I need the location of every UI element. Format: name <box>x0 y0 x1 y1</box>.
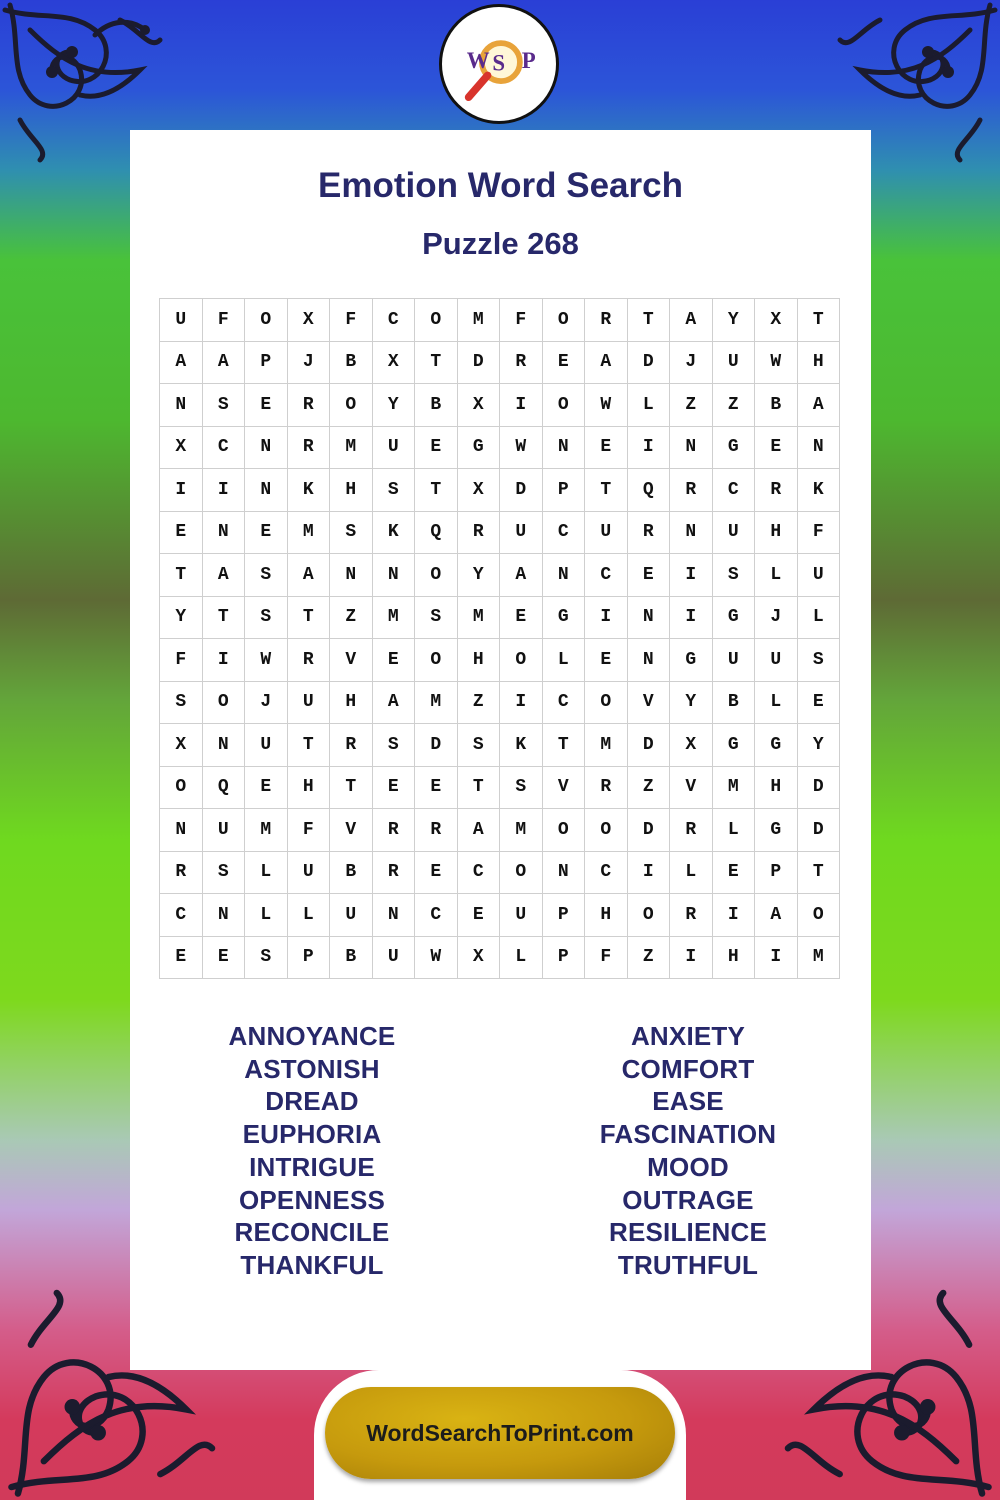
grid-cell[interactable]: K <box>798 469 841 512</box>
grid-cell[interactable]: U <box>330 894 373 937</box>
logo-letter: W <box>466 47 490 73</box>
word-list-left <box>162 1020 462 1282</box>
puzzle-panel <box>130 130 871 1370</box>
grid-cell[interactable]: I <box>670 597 713 640</box>
grid-cell[interactable]: H <box>798 342 841 385</box>
grid-cell[interactable]: R <box>670 894 713 937</box>
grid-cell[interactable]: H <box>585 894 628 937</box>
grid-cell[interactable]: X <box>160 427 203 470</box>
grid-cell[interactable]: M <box>330 427 373 470</box>
grid-cell[interactable]: Z <box>713 384 756 427</box>
grid-cell[interactable]: P <box>245 342 288 385</box>
grid-cell[interactable]: T <box>628 299 671 342</box>
grid-cell[interactable]: I <box>500 384 543 427</box>
grid-cell[interactable]: G <box>755 809 798 852</box>
grid-cell[interactable]: A <box>203 554 246 597</box>
grid-cell[interactable]: E <box>373 639 416 682</box>
grid-cell[interactable]: U <box>755 639 798 682</box>
grid-cell[interactable]: V <box>330 809 373 852</box>
grid-cell[interactable]: Z <box>628 937 671 980</box>
grid-cell[interactable]: N <box>628 639 671 682</box>
grid-cell[interactable]: W <box>500 427 543 470</box>
grid-cell[interactable]: Z <box>330 597 373 640</box>
grid-cell[interactable]: J <box>755 597 798 640</box>
grid-cell[interactable]: Z <box>458 682 501 725</box>
grid-cell[interactable]: S <box>415 597 458 640</box>
grid-cell[interactable]: H <box>330 682 373 725</box>
grid-cell[interactable]: Y <box>458 554 501 597</box>
grid-cell[interactable]: U <box>585 512 628 555</box>
grid-cell[interactable]: O <box>415 299 458 342</box>
grid-cell[interactable]: E <box>628 554 671 597</box>
grid-cell[interactable]: X <box>373 342 416 385</box>
grid-cell[interactable]: M <box>798 937 841 980</box>
grid-cell[interactable]: P <box>543 469 586 512</box>
grid-cell[interactable]: O <box>543 299 586 342</box>
grid-cell[interactable]: E <box>585 427 628 470</box>
grid-cell[interactable]: D <box>798 809 841 852</box>
grid-cell[interactable]: A <box>585 342 628 385</box>
grid-cell[interactable]: S <box>373 724 416 767</box>
grid-cell[interactable]: L <box>755 682 798 725</box>
site-logo[interactable] <box>439 4 559 124</box>
grid-cell[interactable]: I <box>585 597 628 640</box>
grid-cell[interactable]: X <box>458 384 501 427</box>
grid-cell[interactable]: F <box>585 937 628 980</box>
grid-cell[interactable]: O <box>330 384 373 427</box>
grid-cell[interactable]: M <box>713 767 756 810</box>
grid-cell[interactable]: R <box>458 512 501 555</box>
grid-cell[interactable]: P <box>755 852 798 895</box>
grid-cell[interactable]: M <box>245 809 288 852</box>
grid-cell[interactable]: U <box>713 342 756 385</box>
grid-cell[interactable]: E <box>245 384 288 427</box>
grid-cell[interactable]: U <box>288 682 331 725</box>
grid-cell[interactable]: O <box>585 809 628 852</box>
magnifier-logo-icon <box>442 7 556 121</box>
grid-cell[interactable]: R <box>670 469 713 512</box>
grid-cell[interactable]: R <box>330 724 373 767</box>
grid-cell[interactable]: A <box>458 809 501 852</box>
grid-cell[interactable]: O <box>415 639 458 682</box>
grid-cell[interactable]: S <box>245 554 288 597</box>
grid-cell[interactable]: T <box>798 852 841 895</box>
grid-cell[interactable]: Y <box>798 724 841 767</box>
grid-cell[interactable]: V <box>543 767 586 810</box>
grid-cell[interactable]: K <box>373 512 416 555</box>
grid-cell[interactable]: B <box>415 384 458 427</box>
grid-cell[interactable]: W <box>245 639 288 682</box>
grid-cell[interactable]: Q <box>628 469 671 512</box>
grid-cell[interactable]: N <box>543 852 586 895</box>
grid-cell[interactable]: R <box>288 384 331 427</box>
grid-cell[interactable]: S <box>160 682 203 725</box>
puzzle-title: Emotion Word Search <box>318 166 683 205</box>
grid-cell[interactable]: S <box>500 767 543 810</box>
grid-cell[interactable]: O <box>798 894 841 937</box>
grid-cell[interactable]: A <box>755 894 798 937</box>
grid-cell[interactable]: G <box>713 427 756 470</box>
grid-cell[interactable]: U <box>500 512 543 555</box>
grid-cell[interactable]: S <box>330 512 373 555</box>
grid-cell[interactable]: I <box>203 469 246 512</box>
grid-cell[interactable]: G <box>543 597 586 640</box>
grid-cell[interactable]: R <box>373 852 416 895</box>
letter-grid <box>159 298 840 979</box>
word-list-item: COMFORT <box>621 1053 755 1084</box>
grid-cell[interactable]: L <box>288 894 331 937</box>
grid-cell[interactable]: H <box>755 512 798 555</box>
grid-cell[interactable]: A <box>373 682 416 725</box>
word-list-item: OUTRAGE <box>622 1184 754 1215</box>
grid-cell[interactable]: I <box>160 469 203 512</box>
word-list-item: INTRIGUE <box>249 1151 375 1182</box>
grid-cell[interactable]: R <box>755 469 798 512</box>
grid-cell[interactable]: H <box>458 639 501 682</box>
grid-cell[interactable]: N <box>373 894 416 937</box>
grid-cell[interactable]: T <box>160 554 203 597</box>
grid-cell[interactable]: A <box>500 554 543 597</box>
grid-cell[interactable]: S <box>203 852 246 895</box>
grid-cell[interactable]: D <box>458 342 501 385</box>
grid-cell[interactable]: T <box>458 767 501 810</box>
grid-cell[interactable]: L <box>670 852 713 895</box>
grid-cell[interactable]: R <box>670 809 713 852</box>
grid-cell[interactable]: N <box>203 512 246 555</box>
grid-cell[interactable]: C <box>585 554 628 597</box>
grid-cell[interactable]: T <box>330 767 373 810</box>
grid-cell[interactable]: E <box>755 427 798 470</box>
grid-cell[interactable]: D <box>628 342 671 385</box>
word-list-item: EUPHORIA <box>242 1119 382 1150</box>
grid-cell[interactable]: I <box>628 427 671 470</box>
grid-cell[interactable]: L <box>543 639 586 682</box>
grid-cell[interactable]: I <box>670 554 713 597</box>
logo-letter: P <box>521 47 536 73</box>
grid-cell[interactable]: O <box>500 639 543 682</box>
grid-cell[interactable]: T <box>288 597 331 640</box>
word-list-item: EASE <box>652 1086 724 1117</box>
grid-cell[interactable]: E <box>543 342 586 385</box>
grid-cell[interactable]: B <box>330 852 373 895</box>
grid-cell[interactable]: U <box>373 937 416 980</box>
grid-cell[interactable]: R <box>288 639 331 682</box>
grid-cell[interactable]: P <box>543 937 586 980</box>
grid-cell[interactable]: L <box>245 852 288 895</box>
grid-cell[interactable]: G <box>755 724 798 767</box>
grid-cell[interactable]: D <box>500 469 543 512</box>
grid-cell[interactable]: R <box>415 809 458 852</box>
grid-cell[interactable]: A <box>670 299 713 342</box>
grid-cell[interactable]: N <box>798 427 841 470</box>
grid-cell[interactable]: T <box>798 299 841 342</box>
grid-cell[interactable]: I <box>203 639 246 682</box>
grid-cell[interactable]: U <box>373 427 416 470</box>
grid-cell[interactable]: T <box>415 342 458 385</box>
grid-cell[interactable]: O <box>415 554 458 597</box>
grid-cell[interactable]: C <box>415 894 458 937</box>
grid-cell[interactable]: T <box>585 469 628 512</box>
grid-cell[interactable]: E <box>245 767 288 810</box>
grid-cell[interactable]: U <box>500 894 543 937</box>
grid-cell[interactable]: N <box>245 427 288 470</box>
puzzle-number: Puzzle 268 <box>422 226 579 261</box>
grid-cell[interactable]: Y <box>373 384 416 427</box>
word-list-item: RESILIENCE <box>608 1217 768 1248</box>
grid-cell[interactable]: N <box>670 427 713 470</box>
grid-cell[interactable]: Z <box>628 767 671 810</box>
grid-cell[interactable]: O <box>543 809 586 852</box>
grid-cell[interactable]: N <box>245 469 288 512</box>
grid-cell[interactable]: A <box>160 342 203 385</box>
grid-cell[interactable]: X <box>458 937 501 980</box>
site-link-button[interactable]: WordSearchToPrint.com <box>325 1387 675 1479</box>
word-list-item: FASCINATION <box>599 1119 777 1150</box>
grid-cell[interactable]: G <box>670 639 713 682</box>
grid-cell[interactable]: X <box>458 469 501 512</box>
grid-cell[interactable]: Y <box>713 299 756 342</box>
grid-cell[interactable]: L <box>628 384 671 427</box>
grid-cell[interactable]: C <box>543 512 586 555</box>
grid-cell[interactable]: C <box>585 852 628 895</box>
grid-cell[interactable]: I <box>500 682 543 725</box>
grid-cell[interactable]: B <box>330 342 373 385</box>
grid-cell[interactable]: R <box>500 342 543 385</box>
grid-cell[interactable]: U <box>713 639 756 682</box>
grid-cell[interactable]: T <box>288 724 331 767</box>
grid-cell[interactable]: X <box>288 299 331 342</box>
grid-cell[interactable]: W <box>585 384 628 427</box>
grid-cell[interactable]: I <box>628 852 671 895</box>
grid-cell[interactable]: J <box>245 682 288 725</box>
grid-cell[interactable]: L <box>500 937 543 980</box>
grid-cell[interactable]: A <box>798 384 841 427</box>
grid-cell[interactable]: A <box>288 554 331 597</box>
grid-cell[interactable]: J <box>288 342 331 385</box>
grid-cell[interactable]: F <box>160 639 203 682</box>
word-list-item: TRUTHFUL <box>617 1249 759 1280</box>
grid-cell[interactable]: F <box>798 512 841 555</box>
grid-cell[interactable]: O <box>160 767 203 810</box>
grid-cell[interactable]: H <box>330 469 373 512</box>
grid-cell[interactable]: B <box>755 384 798 427</box>
grid-cell[interactable]: L <box>245 894 288 937</box>
word-list-item: ASTONISH <box>244 1053 380 1084</box>
grid-cell[interactable]: N <box>160 384 203 427</box>
grid-cell[interactable]: M <box>500 809 543 852</box>
grid-cell[interactable]: G <box>713 597 756 640</box>
grid-cell[interactable]: F <box>203 299 246 342</box>
grid-cell[interactable]: N <box>543 554 586 597</box>
grid-cell[interactable]: E <box>203 937 246 980</box>
word-list-item: MOOD <box>647 1151 729 1182</box>
grid-cell[interactable]: N <box>543 427 586 470</box>
grid-cell[interactable]: Y <box>670 682 713 725</box>
grid-cell[interactable]: E <box>500 597 543 640</box>
grid-cell[interactable]: S <box>713 554 756 597</box>
grid-cell[interactable]: M <box>458 597 501 640</box>
grid-cell[interactable]: S <box>203 384 246 427</box>
grid-cell[interactable]: C <box>373 299 416 342</box>
grid-cell[interactable]: L <box>798 597 841 640</box>
word-list-item: THANKFUL <box>240 1249 384 1280</box>
grid-cell[interactable]: R <box>160 852 203 895</box>
grid-cell[interactable]: M <box>585 724 628 767</box>
grid-cell[interactable]: Z <box>670 384 713 427</box>
grid-cell[interactable]: J <box>670 342 713 385</box>
grid-cell[interactable]: H <box>288 767 331 810</box>
grid-cell[interactable]: O <box>628 894 671 937</box>
grid-cell[interactable]: S <box>373 469 416 512</box>
grid-cell[interactable]: W <box>415 937 458 980</box>
grid-cell[interactable]: C <box>203 427 246 470</box>
grid-cell[interactable]: F <box>500 299 543 342</box>
grid-cell[interactable]: E <box>160 512 203 555</box>
grid-cell[interactable]: M <box>458 299 501 342</box>
grid-cell[interactable]: I <box>713 894 756 937</box>
grid-cell[interactable]: M <box>373 597 416 640</box>
grid-cell[interactable]: L <box>755 554 798 597</box>
grid-cell[interactable]: A <box>203 342 246 385</box>
grid-cell[interactable]: M <box>288 512 331 555</box>
grid-cell[interactable]: F <box>330 299 373 342</box>
grid-cell[interactable]: R <box>585 767 628 810</box>
grid-cell[interactable]: N <box>373 554 416 597</box>
grid-cell[interactable]: N <box>670 512 713 555</box>
grid-cell[interactable]: C <box>458 852 501 895</box>
grid-cell[interactable]: V <box>330 639 373 682</box>
word-list-item: ANXIETY <box>630 1021 746 1051</box>
grid-cell[interactable]: R <box>288 427 331 470</box>
grid-cell[interactable]: Q <box>415 512 458 555</box>
grid-cell[interactable]: T <box>203 597 246 640</box>
grid-cell[interactable]: H <box>713 937 756 980</box>
grid-cell[interactable]: U <box>203 809 246 852</box>
grid-cell[interactable]: T <box>415 469 458 512</box>
grid-cell[interactable]: S <box>798 639 841 682</box>
grid-cell[interactable]: N <box>203 724 246 767</box>
grid-cell[interactable]: X <box>160 724 203 767</box>
grid-cell[interactable]: S <box>245 937 288 980</box>
grid-cell[interactable]: Q <box>203 767 246 810</box>
grid-cell[interactable]: R <box>585 299 628 342</box>
grid-cell[interactable]: E <box>585 639 628 682</box>
grid-cell[interactable]: Y <box>160 597 203 640</box>
grid-cell[interactable]: S <box>458 724 501 767</box>
grid-cell[interactable]: E <box>798 682 841 725</box>
grid-cell[interactable]: O <box>203 682 246 725</box>
grid-cell[interactable]: V <box>670 767 713 810</box>
grid-cell[interactable]: P <box>288 937 331 980</box>
grid-cell[interactable]: D <box>798 767 841 810</box>
grid-cell[interactable]: E <box>160 937 203 980</box>
grid-cell[interactable]: U <box>713 512 756 555</box>
grid-cell[interactable]: B <box>330 937 373 980</box>
grid-cell[interactable]: F <box>288 809 331 852</box>
grid-cell[interactable]: L <box>713 809 756 852</box>
grid-cell[interactable]: X <box>755 299 798 342</box>
grid-cell[interactable]: R <box>628 512 671 555</box>
grid-cell[interactable]: I <box>670 937 713 980</box>
grid-cell[interactable]: U <box>160 299 203 342</box>
grid-cell[interactable]: E <box>373 767 416 810</box>
grid-cell[interactable]: C <box>543 682 586 725</box>
grid-cell[interactable]: C <box>160 894 203 937</box>
grid-cell[interactable]: M <box>415 682 458 725</box>
grid-cell[interactable]: G <box>713 724 756 767</box>
grid-cell[interactable]: U <box>288 852 331 895</box>
grid-cell[interactable]: U <box>245 724 288 767</box>
grid-cell[interactable]: C <box>713 469 756 512</box>
grid-cell[interactable]: E <box>245 512 288 555</box>
grid-cell[interactable]: D <box>628 809 671 852</box>
grid-cell[interactable]: U <box>798 554 841 597</box>
grid-cell[interactable]: O <box>543 384 586 427</box>
grid-cell[interactable]: I <box>755 937 798 980</box>
grid-cell[interactable]: E <box>713 852 756 895</box>
grid-cell[interactable]: B <box>713 682 756 725</box>
grid-cell[interactable]: P <box>543 894 586 937</box>
grid-cell[interactable]: N <box>628 597 671 640</box>
word-list-item: DREAD <box>265 1086 359 1117</box>
word-list-right <box>538 1020 838 1282</box>
grid-cell[interactable]: E <box>458 894 501 937</box>
grid-cell[interactable]: O <box>500 852 543 895</box>
grid-cell[interactable]: E <box>415 767 458 810</box>
word-list-item: ANNOYANCE <box>228 1021 396 1051</box>
grid-cell[interactable]: H <box>755 767 798 810</box>
grid-cell[interactable]: O <box>585 682 628 725</box>
word-list-item: RECONCILE <box>234 1217 390 1248</box>
grid-cell[interactable]: K <box>288 469 331 512</box>
grid-cell[interactable]: E <box>415 852 458 895</box>
grid-cell[interactable]: V <box>628 682 671 725</box>
grid-cell[interactable]: T <box>543 724 586 767</box>
grid-cell[interactable]: O <box>245 299 288 342</box>
grid-cell[interactable]: E <box>415 427 458 470</box>
grid-cell[interactable]: R <box>373 809 416 852</box>
grid-cell[interactable]: S <box>245 597 288 640</box>
grid-cell[interactable]: D <box>628 724 671 767</box>
grid-cell[interactable]: G <box>458 427 501 470</box>
grid-cell[interactable]: W <box>755 342 798 385</box>
grid-cell[interactable]: N <box>160 809 203 852</box>
grid-cell[interactable]: N <box>330 554 373 597</box>
grid-cell[interactable]: D <box>415 724 458 767</box>
grid-cell[interactable]: N <box>203 894 246 937</box>
grid-cell[interactable]: K <box>500 724 543 767</box>
grid-cell[interactable]: X <box>670 724 713 767</box>
word-list-item: OPENNESS <box>238 1184 386 1215</box>
logo-letter: S <box>492 50 506 76</box>
